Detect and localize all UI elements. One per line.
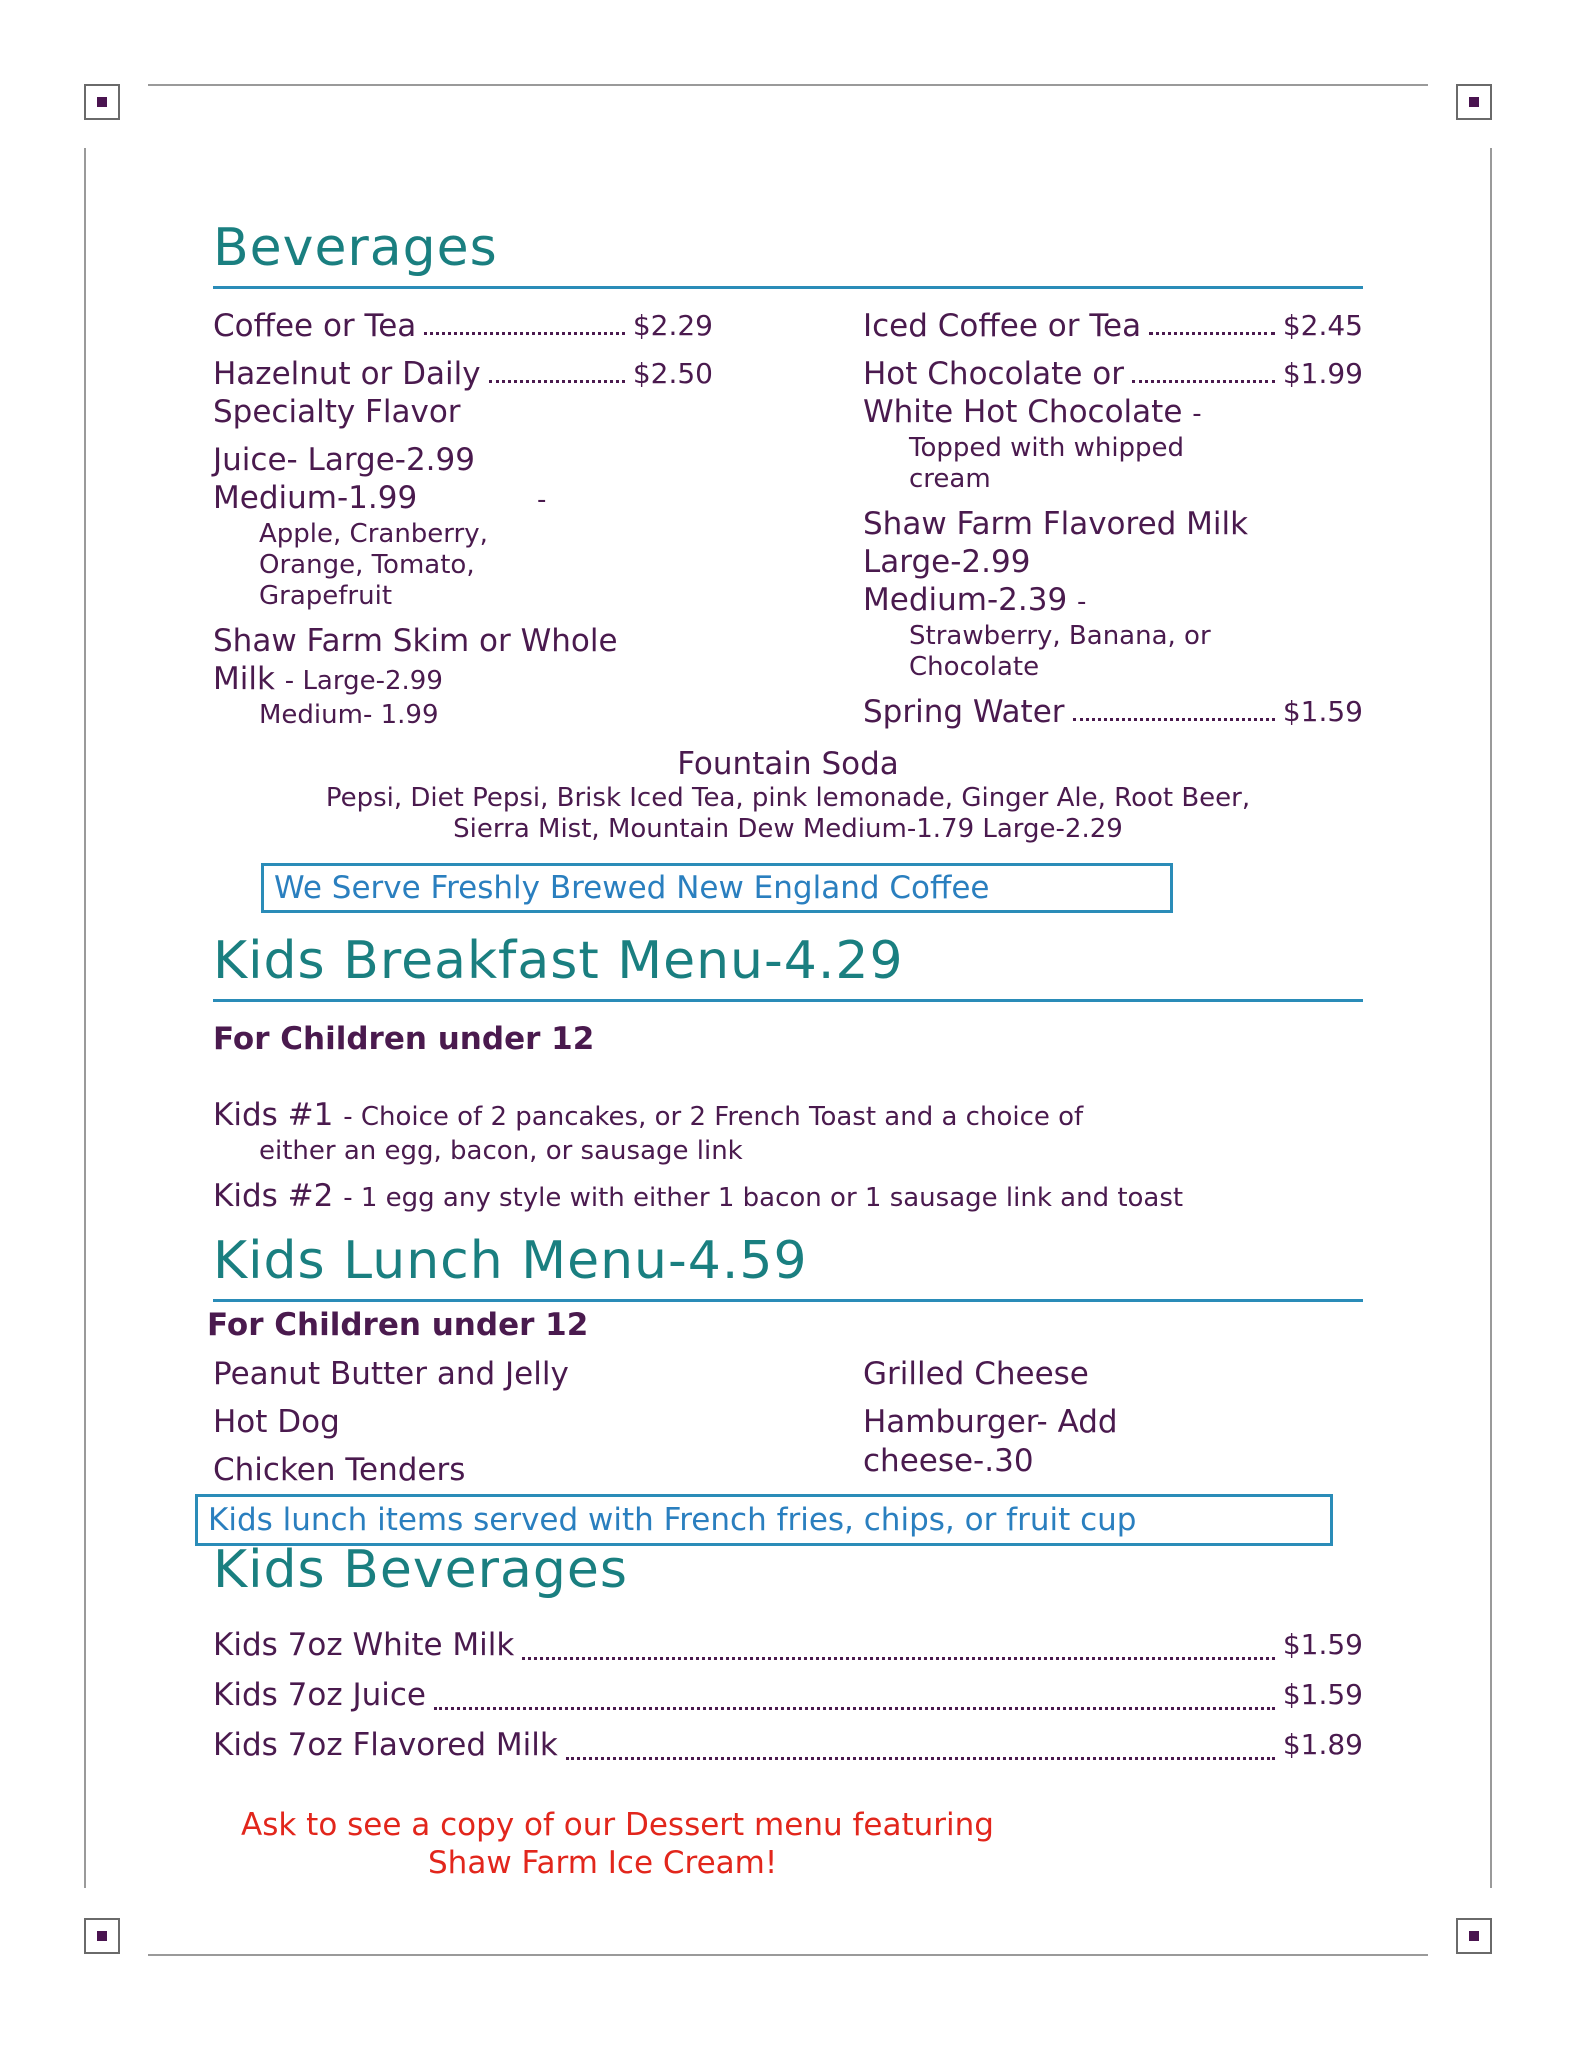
item-name-line2: Medium-1.99 - [213, 480, 547, 516]
kids-lunch-left [213, 1350, 713, 1494]
item-desc: cream [909, 464, 991, 494]
menu-page [207, 218, 1363, 1882]
dessert-note-line: Ask to see a copy of our Dessert menu featuring [241, 1807, 994, 1843]
lunch-item: Hamburger- Add [863, 1404, 1118, 1440]
item-desc: Grapefruit [259, 581, 393, 611]
item-price: $2.45 [1282, 309, 1363, 342]
leader-dots [434, 1706, 1275, 1710]
item-sub: Medium- 1.99 [259, 700, 439, 730]
corner-mark-bottom-left [84, 1918, 120, 1954]
item-price: $2.50 [632, 357, 713, 390]
section-rule [213, 1299, 1363, 1302]
menu-item [213, 307, 713, 345]
menu-item [213, 355, 713, 393]
item-name: Kids 7oz Flavored Milk [213, 1727, 558, 1763]
menu-item [213, 1670, 1363, 1720]
item-name-line3: Medium-2.39 - [863, 582, 1087, 618]
item-name: Spring Water [863, 694, 1065, 730]
kids-lunch-subtitle: For Children under 12 [207, 1307, 589, 1343]
kids-breakfast-item [213, 1096, 1363, 1136]
kids-breakfast-item [213, 1177, 1363, 1217]
item-price: $1.89 [1282, 1728, 1363, 1761]
item-sub: - Large-2.99 [284, 666, 443, 696]
kids-beverages-title: Kids Beverages [213, 1540, 628, 1600]
kids-breakfast-title: Kids Breakfast Menu-4.29 [213, 931, 904, 991]
item-name: Iced Coffee or Tea [863, 308, 1142, 344]
kids-lunch-right [863, 1350, 1363, 1494]
kids-breakfast-subtitle: For Children under 12 [213, 1021, 595, 1057]
leader-dots [522, 1656, 1274, 1660]
item-label: Kids #1 [213, 1097, 334, 1133]
menu-item [213, 1720, 1363, 1770]
menu-item [863, 355, 1363, 393]
frame-line-bottom [148, 1954, 1428, 1956]
fountain-title: Fountain Soda [677, 746, 899, 782]
item-desc: Orange, Tomato, [259, 550, 475, 580]
item-name: Hot Chocolate or [863, 356, 1124, 392]
leader-dots [1132, 379, 1275, 383]
lunch-item: Chicken Tenders [213, 1452, 466, 1488]
leader-dots [1073, 717, 1275, 721]
beverages-right-column [863, 307, 1363, 731]
beverages-columns [213, 307, 1363, 731]
lunch-item-line2: cheese-.30 [863, 1443, 1034, 1479]
dessert-note-line: Shaw Farm Ice Cream! [428, 1845, 778, 1881]
item-name-line2: Specialty Flavor [213, 394, 461, 430]
menu-item [863, 693, 1363, 731]
kids-beverages-list [213, 1620, 1363, 1770]
item-name-line2: White Hot Chocolate - [863, 394, 1202, 430]
item-name: Juice- Large-2.99 [213, 442, 475, 478]
item-dash: - [537, 485, 547, 515]
item-desc: Topped with whipped [909, 433, 1185, 463]
section-rule [213, 286, 1363, 289]
coffee-note-box: We Serve Freshly Brewed New England Coffee [261, 863, 1173, 913]
fountain-line: Sierra Mist, Mountain Dew Medium-1.79 Large-2.29 [453, 814, 1123, 844]
menu-item [863, 307, 1363, 345]
beverages-title: Beverages [213, 218, 498, 278]
lunch-item: Hot Dog [213, 1404, 340, 1440]
fountain-line: Pepsi, Diet Pepsi, Brisk Iced Tea, pink lemonade, Ginger Ale, Root Beer, [325, 783, 1251, 813]
fountain-soda [213, 745, 1363, 845]
leader-dots [424, 331, 625, 335]
menu-item [213, 1620, 1363, 1670]
item-name: Shaw Farm Flavored Milk [863, 506, 1249, 542]
lunch-item: Grilled Cheese [863, 1356, 1089, 1392]
leader-dots [1149, 331, 1275, 335]
item-price: $2.29 [632, 309, 713, 342]
kids-lunch-title: Kids Lunch Menu-4.59 [213, 1231, 808, 1291]
item-price: $1.59 [1282, 1628, 1363, 1661]
item-label: Kids #2 [213, 1178, 334, 1214]
item-desc: either an egg, bacon, or sausage link [259, 1136, 743, 1166]
item-desc: - 1 egg any style with either 1 bacon or 1 sausage link and toast [343, 1183, 1184, 1213]
item-name-line2: Milk - Large-2.99 [213, 661, 443, 697]
item-name: Shaw Farm Skim or Whole [213, 623, 618, 659]
corner-mark-top-left [84, 84, 120, 120]
item-name: Coffee or Tea [213, 308, 417, 344]
item-desc: Chocolate [909, 652, 1040, 682]
item-name: Kids 7oz White Milk [213, 1627, 515, 1663]
item-price: $1.59 [1282, 695, 1363, 728]
item-desc: - Choice of 2 pancakes, or 2 French Toast and a choice of [343, 1102, 1084, 1132]
item-name-line2: Large-2.99 [863, 544, 1031, 580]
item-dash: - [1077, 587, 1087, 617]
lunch-sides-note-box: Kids lunch items served with French fries, chips, or fruit cup [195, 1494, 1333, 1546]
corner-mark-top-right [1456, 84, 1492, 120]
frame-line-right [1490, 148, 1492, 1888]
frame-line-left [84, 148, 86, 1888]
lunch-item: Peanut Butter and Jelly [213, 1356, 569, 1392]
kids-lunch-columns [213, 1350, 1363, 1494]
beverages-left-column [213, 307, 713, 731]
corner-mark-bottom-right [1456, 1918, 1492, 1954]
section-rule [213, 999, 1363, 1002]
leader-dots [489, 379, 625, 383]
dessert-note [213, 1806, 1363, 1882]
item-price: $1.99 [1282, 357, 1363, 390]
item-price: $1.59 [1282, 1678, 1363, 1711]
item-desc: Apple, Cranberry, [259, 519, 488, 549]
frame-line-top [148, 84, 1428, 86]
item-name: Hazelnut or Daily [213, 356, 481, 392]
leader-dots [566, 1756, 1275, 1760]
item-desc: Strawberry, Banana, or [909, 621, 1211, 651]
item-name: Kids 7oz Juice [213, 1677, 426, 1713]
item-dash: - [1192, 399, 1202, 429]
